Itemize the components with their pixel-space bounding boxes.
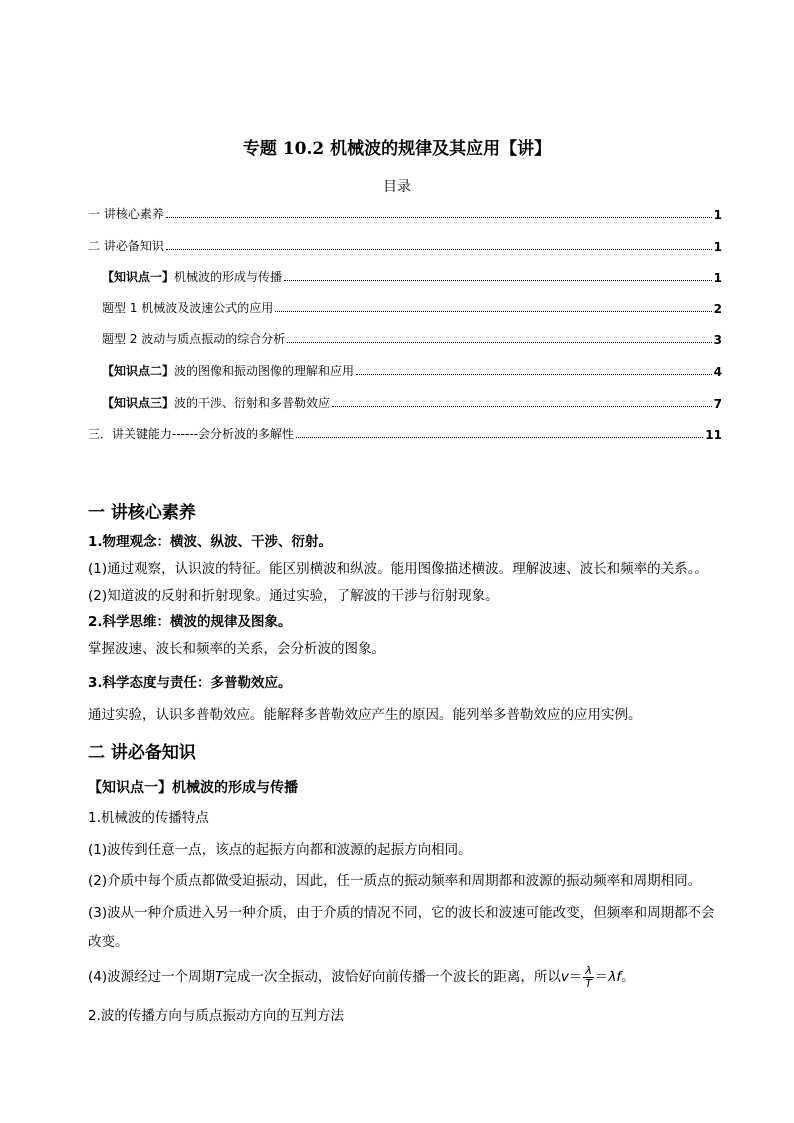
toc-leader-dots [284,279,712,281]
toc-entry-label: 二 讲必备知识 [88,239,164,253]
toc-entry-label [102,362,354,379]
toc-leader-dots [275,310,711,312]
paragraph: (2)介质中每个质点都做受迫振动，因此，任一质点的振动频率和周期都和波源的振动频率和周期相同。 [88,873,702,889]
toc-entry[interactable] [102,329,722,347]
fraction-denominator: T [585,976,592,990]
paragraph: 2.波的传播方向与质点振动方向的互判方法 [88,1008,344,1024]
toc-entry-label-bold: 【知识点三】 [102,396,175,410]
paragraph: 改变。 [88,934,129,950]
toc-entry[interactable] [102,298,722,316]
toc-heading: 目录 [383,179,411,195]
toc-page-number: 3 [713,333,722,347]
section-heading: 二 讲必备知识 [88,743,196,763]
toc-page-number: 4 [713,365,722,379]
fraction-numerator: λ [585,963,592,977]
paragraph: (2)知道波的反射和折射现象。通过实验，了解波的干涉与衍射现象。 [88,588,499,604]
paragraph: (3)波从一种介质进入另一种介质，由于介质的情况不同，它的波长和波速可能改变，但频率和周期都不会 [88,905,715,921]
toc-entry[interactable] [102,393,722,411]
paragraph [88,529,728,556]
toc-page-number: 11 [705,428,722,442]
paragraph [88,670,728,697]
symbol-lambda-f: λf [608,969,622,985]
toc-entry-label: 题型 2 波动与质点振动的综合分析 [102,332,286,346]
paragraph: 通过实验，认识多普勒效应。能解释多普勒效应产生的原因。能列举多普勒效应的应用实例。 [88,707,642,723]
fraction-lambda-over-T [583,965,594,990]
toc-entry-label-bold: 【知识点一】 [102,270,175,284]
equals-sign: ＝ [568,969,583,985]
text: (4)波源经过一个周期 [88,969,216,985]
text: 完成一次全振动，波恰好向前传播一个波长的距离，所以 [223,969,561,985]
symbol-v: v [560,969,569,985]
equals-sign: ＝ [594,969,609,985]
toc-entry-label-text: 波的干涉、衍射和多普勒效应 [174,396,331,410]
toc-entry[interactable] [102,361,722,379]
toc-entry-label: 题型 1 机械波及波速公式的应用 [102,301,274,315]
toc-entry-label-text: 机械波的形成与传播 [174,270,283,284]
toc-entry[interactable] [88,424,722,442]
toc-leader-dots [356,373,712,375]
toc-page-number: 1 [713,271,722,285]
toc-entry-label-bold: 【知识点二】 [102,364,175,378]
toc-leader-dots [287,341,711,343]
knowledge-point-title: 【知识点一】机械波的形成与传播 [88,780,298,796]
toc-entry-label-text: 波的图像和振动图像的理解和应用 [174,364,355,378]
toc-page-number: 2 [713,302,722,316]
paragraph [88,609,728,636]
paragraph: 掌握波速、波长和频率的关系，会分析波的图象。 [88,641,385,657]
section-heading: 一 讲核心素养 [88,503,196,523]
toc-entry[interactable] [88,236,722,254]
text: 。 [621,969,635,985]
toc-page-number: 1 [713,240,722,254]
item-title: 1.物理观念：横波、纵波、干涉、衍射。 [88,534,333,550]
document-title: 专题 10.2 机械波的规律及其应用【讲】 [242,139,552,159]
item-title: 3.科学态度与责任：多普勒效应。 [88,675,292,691]
toc-page-number: 7 [713,397,722,411]
toc-entry-label [102,394,330,411]
paragraph: (1)波传到任意一点，该点的起振方向都和波源的起振方向相同。 [88,842,472,858]
symbol-T: T [215,969,224,985]
toc-page-number: 1 [713,208,722,222]
toc-entry-label: 三．讲关键能力------会分析波的多解性 [88,427,294,441]
formula-paragraph [88,964,728,991]
toc-leader-dots [296,436,703,438]
paragraph: 1.机械波的传播特点 [88,810,209,826]
paragraph: (1)通过观察，认识波的特征。能区别横波和纵波。能用图像描述横波。理解波速、波长和频率的关系。。 [88,561,708,577]
toc-entry-label: 一 讲核心素养 [88,207,164,221]
item-title: 2.科学思维：横波的规律及图象。 [88,614,292,630]
toc-entry[interactable] [102,267,722,285]
toc-leader-dots [332,405,712,407]
toc-entry-label [102,268,282,285]
toc-leader-dots [166,216,712,218]
toc-entry[interactable] [88,204,722,222]
toc-leader-dots [166,248,712,250]
